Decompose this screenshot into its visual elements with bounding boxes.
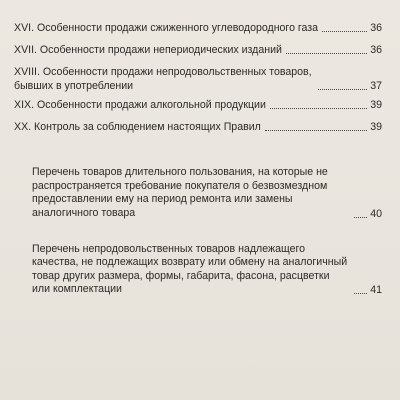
dot-leader (354, 217, 367, 218)
toc-entry-xvii (14, 44, 382, 57)
toc-entry-xvi (14, 22, 382, 35)
toc-page-number: 36 (370, 44, 382, 56)
toc-entry-text: XX. Контроль за соблюдением настоящих Правил (14, 121, 261, 134)
toc-entry-text: XVII. Особенности продажи непериодических изданий (14, 44, 282, 56)
toc-entry-xx (14, 121, 382, 134)
toc-entry-text: XVI. Особенности продажи сжиженного углеводородного газа (14, 22, 319, 34)
dot-leader (318, 89, 367, 90)
toc-page-number: 39 (370, 99, 382, 112)
dot-leader (265, 130, 367, 131)
toc-page-number: 39 (370, 121, 382, 134)
toc-entry-xix (14, 99, 382, 112)
toc-entry-non-returnable-goods-list (14, 243, 382, 297)
toc-entry-xviii (14, 66, 382, 93)
dot-leader (270, 108, 367, 109)
toc-page-number: 41 (370, 283, 382, 296)
toc-page-number: 36 (370, 22, 382, 34)
dot-leader (322, 31, 367, 32)
toc-page-number: 37 (370, 80, 382, 93)
dot-leader (286, 53, 367, 54)
toc-entry-text: XVIII. Особенности продажи непродовольственных товаров, бывших в употреблении (14, 66, 312, 92)
toc-entry-durable-goods-list (14, 166, 382, 220)
toc-page-number: 40 (370, 207, 382, 220)
table-of-contents (14, 22, 382, 297)
toc-entry-text: Перечень товаров длительного пользования, на которые не распространяется требование покупателя о безвозмездном предоставлении ему на период ремонта или замены аналогичного товара (32, 166, 328, 219)
dot-leader (354, 293, 367, 294)
toc-entry-text: Перечень непродовольственных товаров надлежащего качества, не подлежащих возврату или обмену на аналогичный товар других размера, формы, габарита, фасона, расцветки или комплектации (32, 242, 348, 296)
toc-entry-text: XIX. Особенности продажи алкогольной продукции (14, 99, 266, 112)
